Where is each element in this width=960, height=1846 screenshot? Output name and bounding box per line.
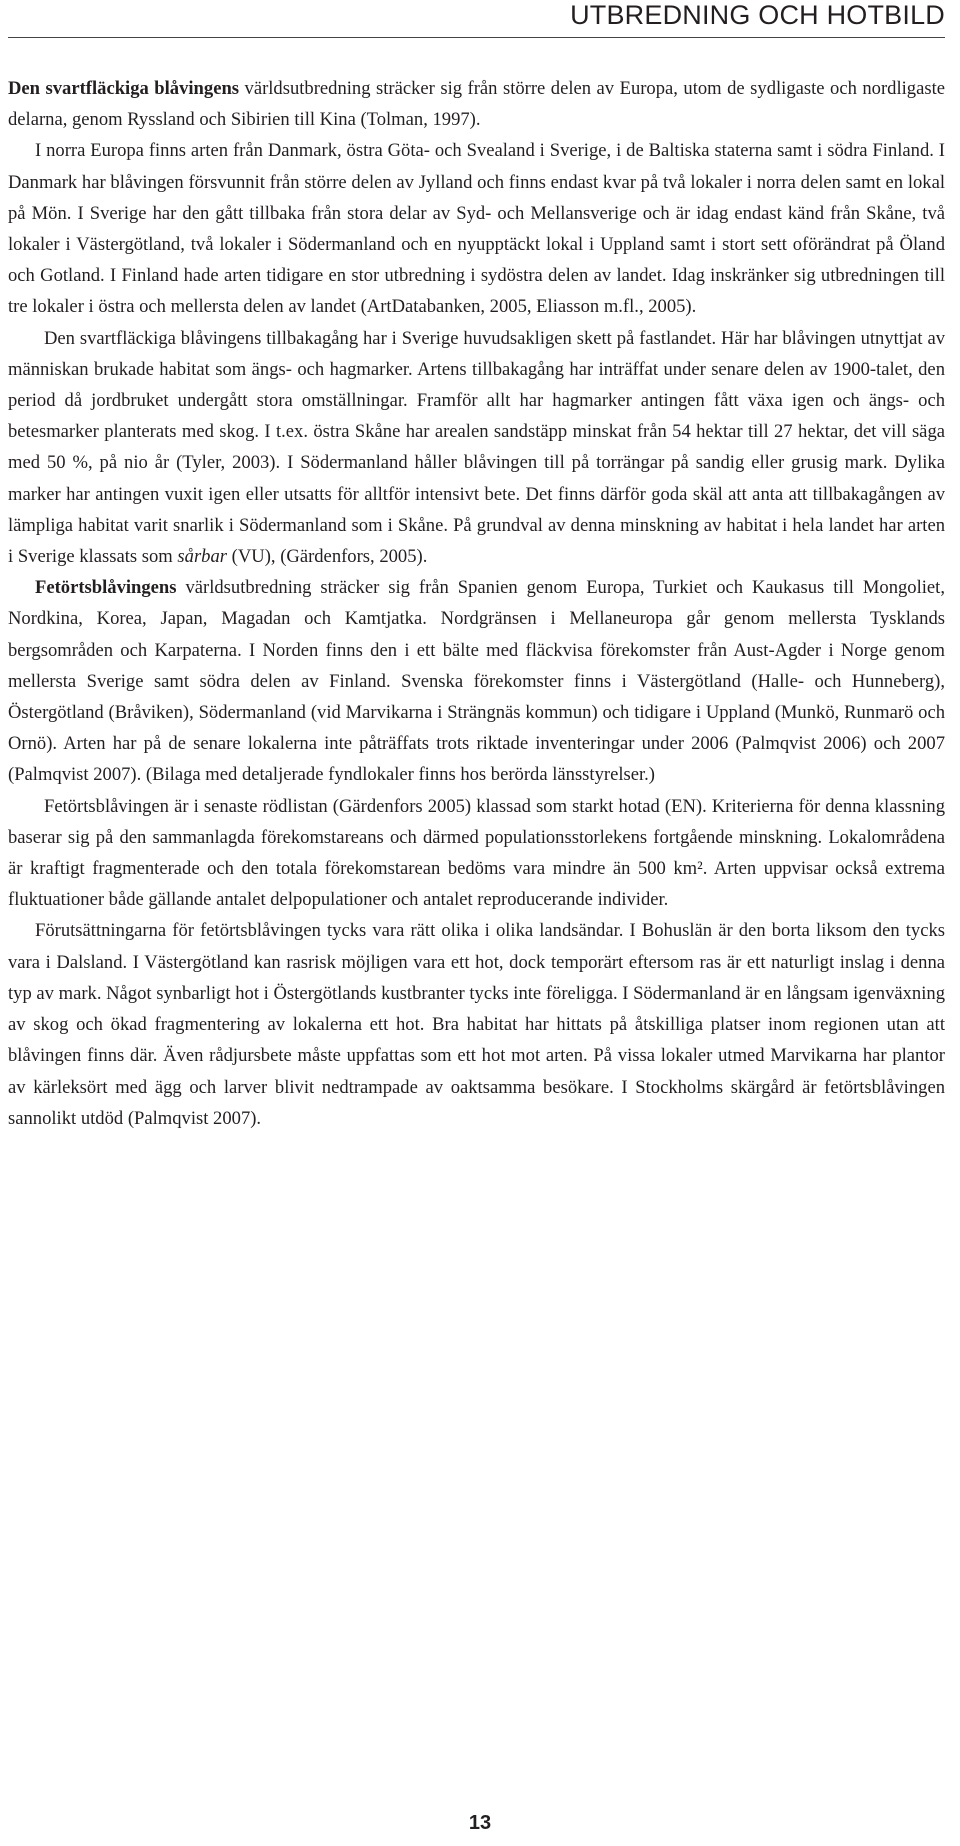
paragraph-redlist-status — [8, 791, 945, 916]
paragraph-decline-sweden — [8, 323, 945, 573]
paragraph-text: världsutbredning sträcker sig från större delen av Europa, utom de sydligaste och nordligaste delarna, genom Ryssland och Sibirien till Kina (Tolman, 1997). — [8, 78, 945, 131]
paragraph-text: Den svartfläckiga blåvingens tillbakagång har i Sverige huvudsakligen skett på fastlandet. Här har blåvingen utnyttjat av människan brukade habitat som ängs- och hagmarker. Artens tillbakagång har inträffat under senare delen av 1900-talet, den period då jordbruket undergått stora omställningar. Framför allt har hagmarker antingen fått växa igen och ängs- och betesmarker planterats med skog. I t.ex. östra Skåne har arealen sandstäpp minskat från 54 hektar till 27 hektar, det vill säga med 50 %, på nio år (Tyler, 2003). I Södermanland håller blåvingen till på torrängar på sandig eller grusig mark. Dylika marker har antingen vuxit igen eller utsatts för alltför intensivt bete. Det finns därför goda skäl att anta att tillbakagången av lämpliga habitat varit snarlik i Södermanland som i Skåne. På grundval av denna minskning av habitat i hela landet har arten i Sverige klassats som — [8, 327, 945, 568]
body-text — [8, 73, 945, 1134]
species-name-lead: Fetörtsblåvingens — [35, 577, 177, 599]
paragraph-distribution-fetorts — [8, 572, 945, 790]
paragraph-text: Förutsättningarna för fetörtsblåvingen tycks vara rätt olika i olika landsändar. I Bohuslän är den borta liksom den tycks vara i Dalsland. I Västergötland kan rasrisk möjligen vara ett hot, dock temporärt eftersom ras är ett naturligt inslag i denna typ av mark. Något synbarligt hot i Östergötlands kustbranter tycks inte föreligga. I Södermanland är en långsam igenväxning av skog och ökad fragmentering av lokalerna ett hot. Bra habitat har hittats på åtskilliga platser inom regionen utan att blåvingen finns där. Även rådjursbete måste uppfattas som ett hot mot arten. På vissa lokaler utmed Marvikarna har plantor av kärleksört med ägg och larver blivit nedtrampade av oaktsamma besökare. I Stockholms skärgård är fetörtsblåvingen sannolikt utdöd (Palmqvist 2007). — [8, 920, 945, 1129]
paragraph-northern-europe — [8, 135, 945, 322]
paragraph-text: I norra Europa finns arten från Danmark, östra Göta- och Svealand i Sverige, i de Baltiska staterna samt i södra Finland. I Danmark har blåvingen försvunnit från större delen av Jylland och finns endast kvar på två lokaler i norra delen samt en lokal på Mön. I Sverige har den gått tillbaka från stora delar av Syd- och Mellansverige och är idag endast känd från Skåne, två lokaler i Västergötland, två lokaler i Södermanland och en nyupptäckt lokal i Uppland samt i stort sett oförändrat på Öland och Gotland. I Finland hade arten tidigare en stor utbredning i sydöstra delen av landet. Idag inskränker sig utbredningen till tre lokaler i östra och mellersta delen av landet (ArtDatabanken, 2005, Eliasson m.fl., 2005). — [8, 140, 945, 318]
paragraph-distribution-svartflackig — [8, 73, 945, 135]
section-heading: UTBREDNING OCH HOTBILD — [570, 0, 945, 30]
paragraph-regional-threats — [8, 915, 945, 1133]
redlist-category-term: sårbar — [177, 546, 228, 568]
species-name-lead: Den svartfläckiga blåvingens — [8, 78, 240, 99]
paragraph-text: världsutbredning sträcker sig från Spanien genom Europa, Turkiet och Kaukasus till Mongoliet, Nordkina, Korea, Japan, Magadan och Kamtjatka. Nordgränsen i Mellaneuropa går genom mellersta Tysklands bergsområden och Karpaterna. I Norden finns den i ett bälte med fläckvisa förekomster från Aust-Agder i Norge genom mellersta Sverige samt södra delen av Finland. Svenska förekomster finns i Västergötland (Halle- och Hunneberg), Östergötland (Bråviken), Södermanland (vid Marvikarna i Strängnäs kommun) och tidigare i Uppland (Munkö, Runmarö och Ornö). Arten har på de senare lokalerna inte påträffats trots riktade inventeringar under 2006 (Palmqvist 2006) och 2007 (Palmqvist 2007). (Bilaga med detaljerade fyndlokaler finns hos berörda länsstyrelser.) — [8, 577, 945, 786]
page-number: 13 — [468, 1812, 492, 1834]
header-divider — [8, 37, 945, 38]
paragraph-text: (VU), (Gärdenfors, 2005). — [227, 546, 428, 568]
paragraph-text: Fetörtsblåvingen är i senaste rödlistan (Gärdenfors 2005) klassad som starkt hotad (EN). Kriterierna för denna klassning baserar sig på den sammanlagda förekomstareans och därmed populationsstorlekens fortgående minskning. Lokalområdena är kraftigt fragmenterade och den totala förekomstarean bedöms vara mindre än 500 km². Arten uppvisar också extrema fluktuationer både gällande antalet delpopulationer och antalet reproducerande individer. — [8, 795, 945, 911]
